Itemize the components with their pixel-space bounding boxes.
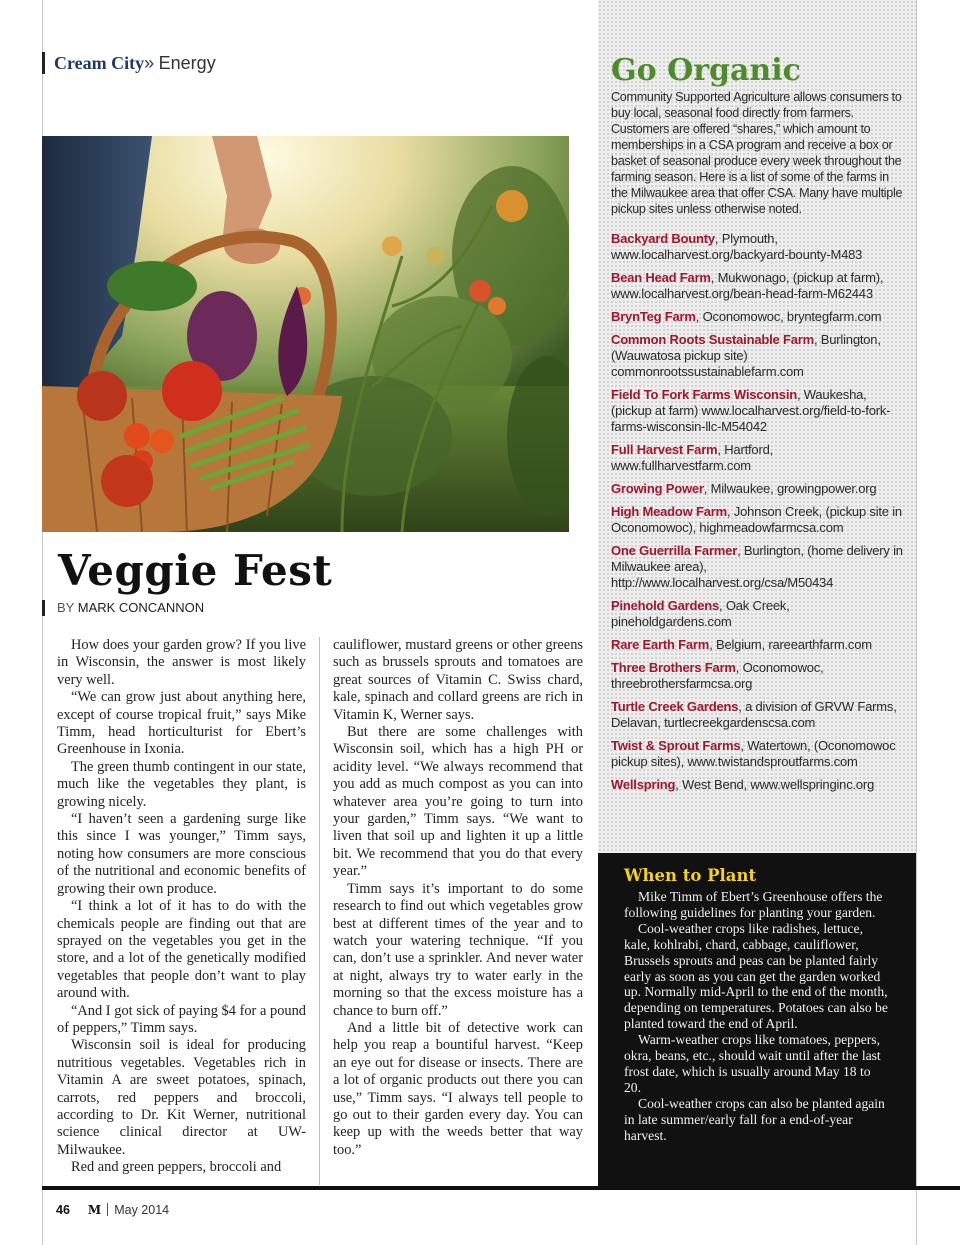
paragraph-continuation: cauliflower, mustard greens or other greens such as brussels sprouts and tomatoes are great sources of Vitamin C. Swiss chard, kale, spinach and collard greens are rich in Vitamin K, Werner says. [333,637,583,723]
paragraph: Red and green peppers, broccoli and [71,1159,282,1176]
paragraph: Mike Timm of Ebert’s Greenhouse offers the following guidelines for planting your garden. [624,889,883,920]
farm-name: Wellspring [611,777,676,792]
column-divider [319,637,320,1185]
farm-details: , Waukesha, (pickup at farm) www.localharvest.org/field-to-fork-farms-wisconsin-llc-M54042 [611,387,891,434]
farm-entry [611,543,903,591]
paragraph: How does your garden grow? If you live in Wisconsin, the answer is most likely very well. [57,637,306,688]
article-column-1 [57,637,306,1177]
paragraph: “We can grow just about anything here, except of course tropical fruit,” says Mike Timm, head horticulturist for Ebert’s Greenhouse in Ixonia. [57,689,306,758]
author-name: MARK CONCANNON [77,600,205,615]
farm-entry [611,660,903,692]
garden-basket-illustration [42,136,569,532]
farm-details: , Burlington, (Wauwatosa pickup site) commonrootssustainablefarm.com [611,332,881,379]
page-number: 46 [56,1203,70,1217]
paragraph: Wisconsin soil is ideal for producing nutritious vegetables. Vegetables rich in Vitamin A are sweet potatoes, spinach, carrots, red peppers and broccoli, according to Dr. Kit Werner, nutritional science clinical director at UW-Milwaukee. [57,1037,306,1158]
paragraph: Warm-weather crops like tomatoes, peppers, okra, beans, etc., should wait until after the last frost date, which is usually around May 18 to 20. [624,1032,881,1095]
farm-details: , Burlington, (home delivery in Milwaukee area), http://www.localharvest.org/csa/M50434 [611,543,903,590]
paragraph: And a little bit of detective work can help you reap a bountiful harvest. “Keep an eye out for disease or insects. There are a lot of organic products out there you can use,” Timm says. “I always tell people to go out to their garden every day. You can keep up with the weeds better that way too.” [333,1019,583,1158]
article-column-2 [333,637,583,1159]
farm-name: Backyard Bounty [611,231,715,246]
farm-details: , Mukwonago, (pickup at farm), www.localharvest.org/bean-head-farm-M62443 [611,270,884,301]
farm-details: , Oconomowoc, bryntegfarm.com [695,309,882,324]
farm-name: Growing Power [611,481,704,496]
farm-details: , Hartford, www.fullharvestfarm.com [611,442,774,473]
section-header [42,52,216,74]
farm-name: Bean Head Farm [611,270,711,285]
farm-entry [611,777,903,793]
farm-name: Rare Earth Farm [611,637,710,652]
farm-name: Field To Fork Farms Wisconsin [611,387,797,402]
farm-entry [611,598,903,630]
farm-name: Pinehold Gardens [611,598,720,613]
farm-entry [611,270,903,302]
farm-entry [611,387,903,435]
paragraph: The green thumb contingent in our state, much like the vegetables they plant, is growing nicely. [57,758,306,810]
farm-details: , Plymouth, www.localharvest.org/backyard-bounty-M483 [611,231,863,262]
farm-details: , Watertown, (Oconomowoc pickup sites), www.twistandsproutfarms.com [611,738,896,769]
farm-entry [611,738,903,770]
farm-entry [611,442,903,474]
sidebar-intro: Community Supported Agriculture allows consumers to buy local, seasonal food directly from farmers. Customers are offered “shares,” which amount to memberships in a CSA program and receive a box or basket of seasonal produce every week throughout the farming season. Here is a list of some of the farms in the Milwaukee area that offer CSA. Many have multiple pickup sites unless otherwise noted. [611,90,903,216]
when-to-plant-body [624,889,888,1144]
farm-name: Twist & Sprout Farms [611,738,741,753]
farm-details: , Oak Creek, pineholdgardens.com [611,598,790,629]
paragraph: Cool-weather crops can also be planted again in late summer/early fall for a end-of-year harvest. [624,1095,885,1143]
paragraph: “I haven’t seen a gardening surge like this since I was younger,” Timm says, noting how consumers are more conscious of the nutritional and economic benefits of growing their own produce. [57,811,306,897]
magazine-logo: M [87,1203,102,1217]
farm-details: , Milwaukee, growingpower.org [703,481,877,496]
paragraph: But there are some challenges with Wisconsin soil, which has a high PH or acidity level. “We always recommend that you add as much compost as you can into whatever area you’re going to turn into your garden,” Timm says. “We want to liven that soil up and lighten it up a little bit. We recommend that you do that every year.” [333,724,583,880]
farm-entry [611,332,903,380]
farm-details: , Johnson Creek, (pickup site in Oconomowoc), highmeadowfarmcsa.com [611,504,902,535]
farm-entry [611,504,903,536]
farm-details: , a division of GRVW Farms, Delavan, turtlecreekgardenscsa.com [611,699,897,730]
farm-entry [611,637,903,653]
byline-prefix: BY [57,600,75,615]
section-topic: Energy [158,53,216,73]
footer-rule [42,1186,960,1190]
paragraph: Timm says it’s important to do some research to find out which vegetables grow best at different times of the year and to watch your watering technique. “If you can, don’t use a sprinkler. And never water at night, always try to water early in the morning so that the excess moisture has a chance to burn off.” [333,880,583,1019]
paragraph: “I think a lot of it has to do with the chemicals people are finding out that are sprayed on the vegetables you get in the store, and a lot of the genetically modified vegetables that people don’t want to play around with. [57,898,306,1002]
paragraph: “And I got sick of paying $4 for a pound of peppers,” Timm says. [57,1002,306,1036]
farm-details: , West Bend, www.wellspringinc.org [675,777,875,792]
farm-name: BrynTeg Farm [611,309,696,324]
section-brand: Cream City [54,53,145,73]
farm-entry [611,699,903,731]
farm-name: One Guerrilla Farmer [611,543,738,558]
farm-name: Turtle Creek Gardens [611,699,739,714]
section-separator: » [144,53,155,73]
when-to-plant-title: When to Plant [624,866,757,885]
issue-date: May 2014 [114,1203,170,1217]
footer-divider [107,1203,108,1216]
farm-details: , Oconomowoc, threebrothersfarmcsa.org [611,660,824,691]
farm-name: Full Harvest Farm [611,442,718,457]
farm-name: High Meadow Farm [611,504,727,519]
right-margin-rule [916,0,917,1245]
paragraph: Cool-weather crops like radishes, lettuce, kale, kohlrabi, chard, cabbage, cauliflower, Brussels sprouts and peas can be planted fairly early as soon as you can get the garden worked up. Normally mid-April to the end of the month, depending on temperatures. Potatoes can also be planted toward the end of April. [624,920,888,1032]
page-footer [56,1201,169,1219]
farm-entry [611,309,903,325]
farm-list [611,231,903,793]
article-title: Veggie Fest [58,546,333,595]
farm-entry [611,481,903,497]
farm-entry [611,231,903,263]
farm-name: Common Roots Sustainable Farm [611,332,814,347]
farm-details: , Belgium, rareearthfarm.com [709,637,872,652]
farm-name: Three Brothers Farm [611,660,736,675]
garden-basket-photo [42,136,569,532]
byline [42,600,204,616]
sidebar-title: Go Organic [611,53,801,88]
